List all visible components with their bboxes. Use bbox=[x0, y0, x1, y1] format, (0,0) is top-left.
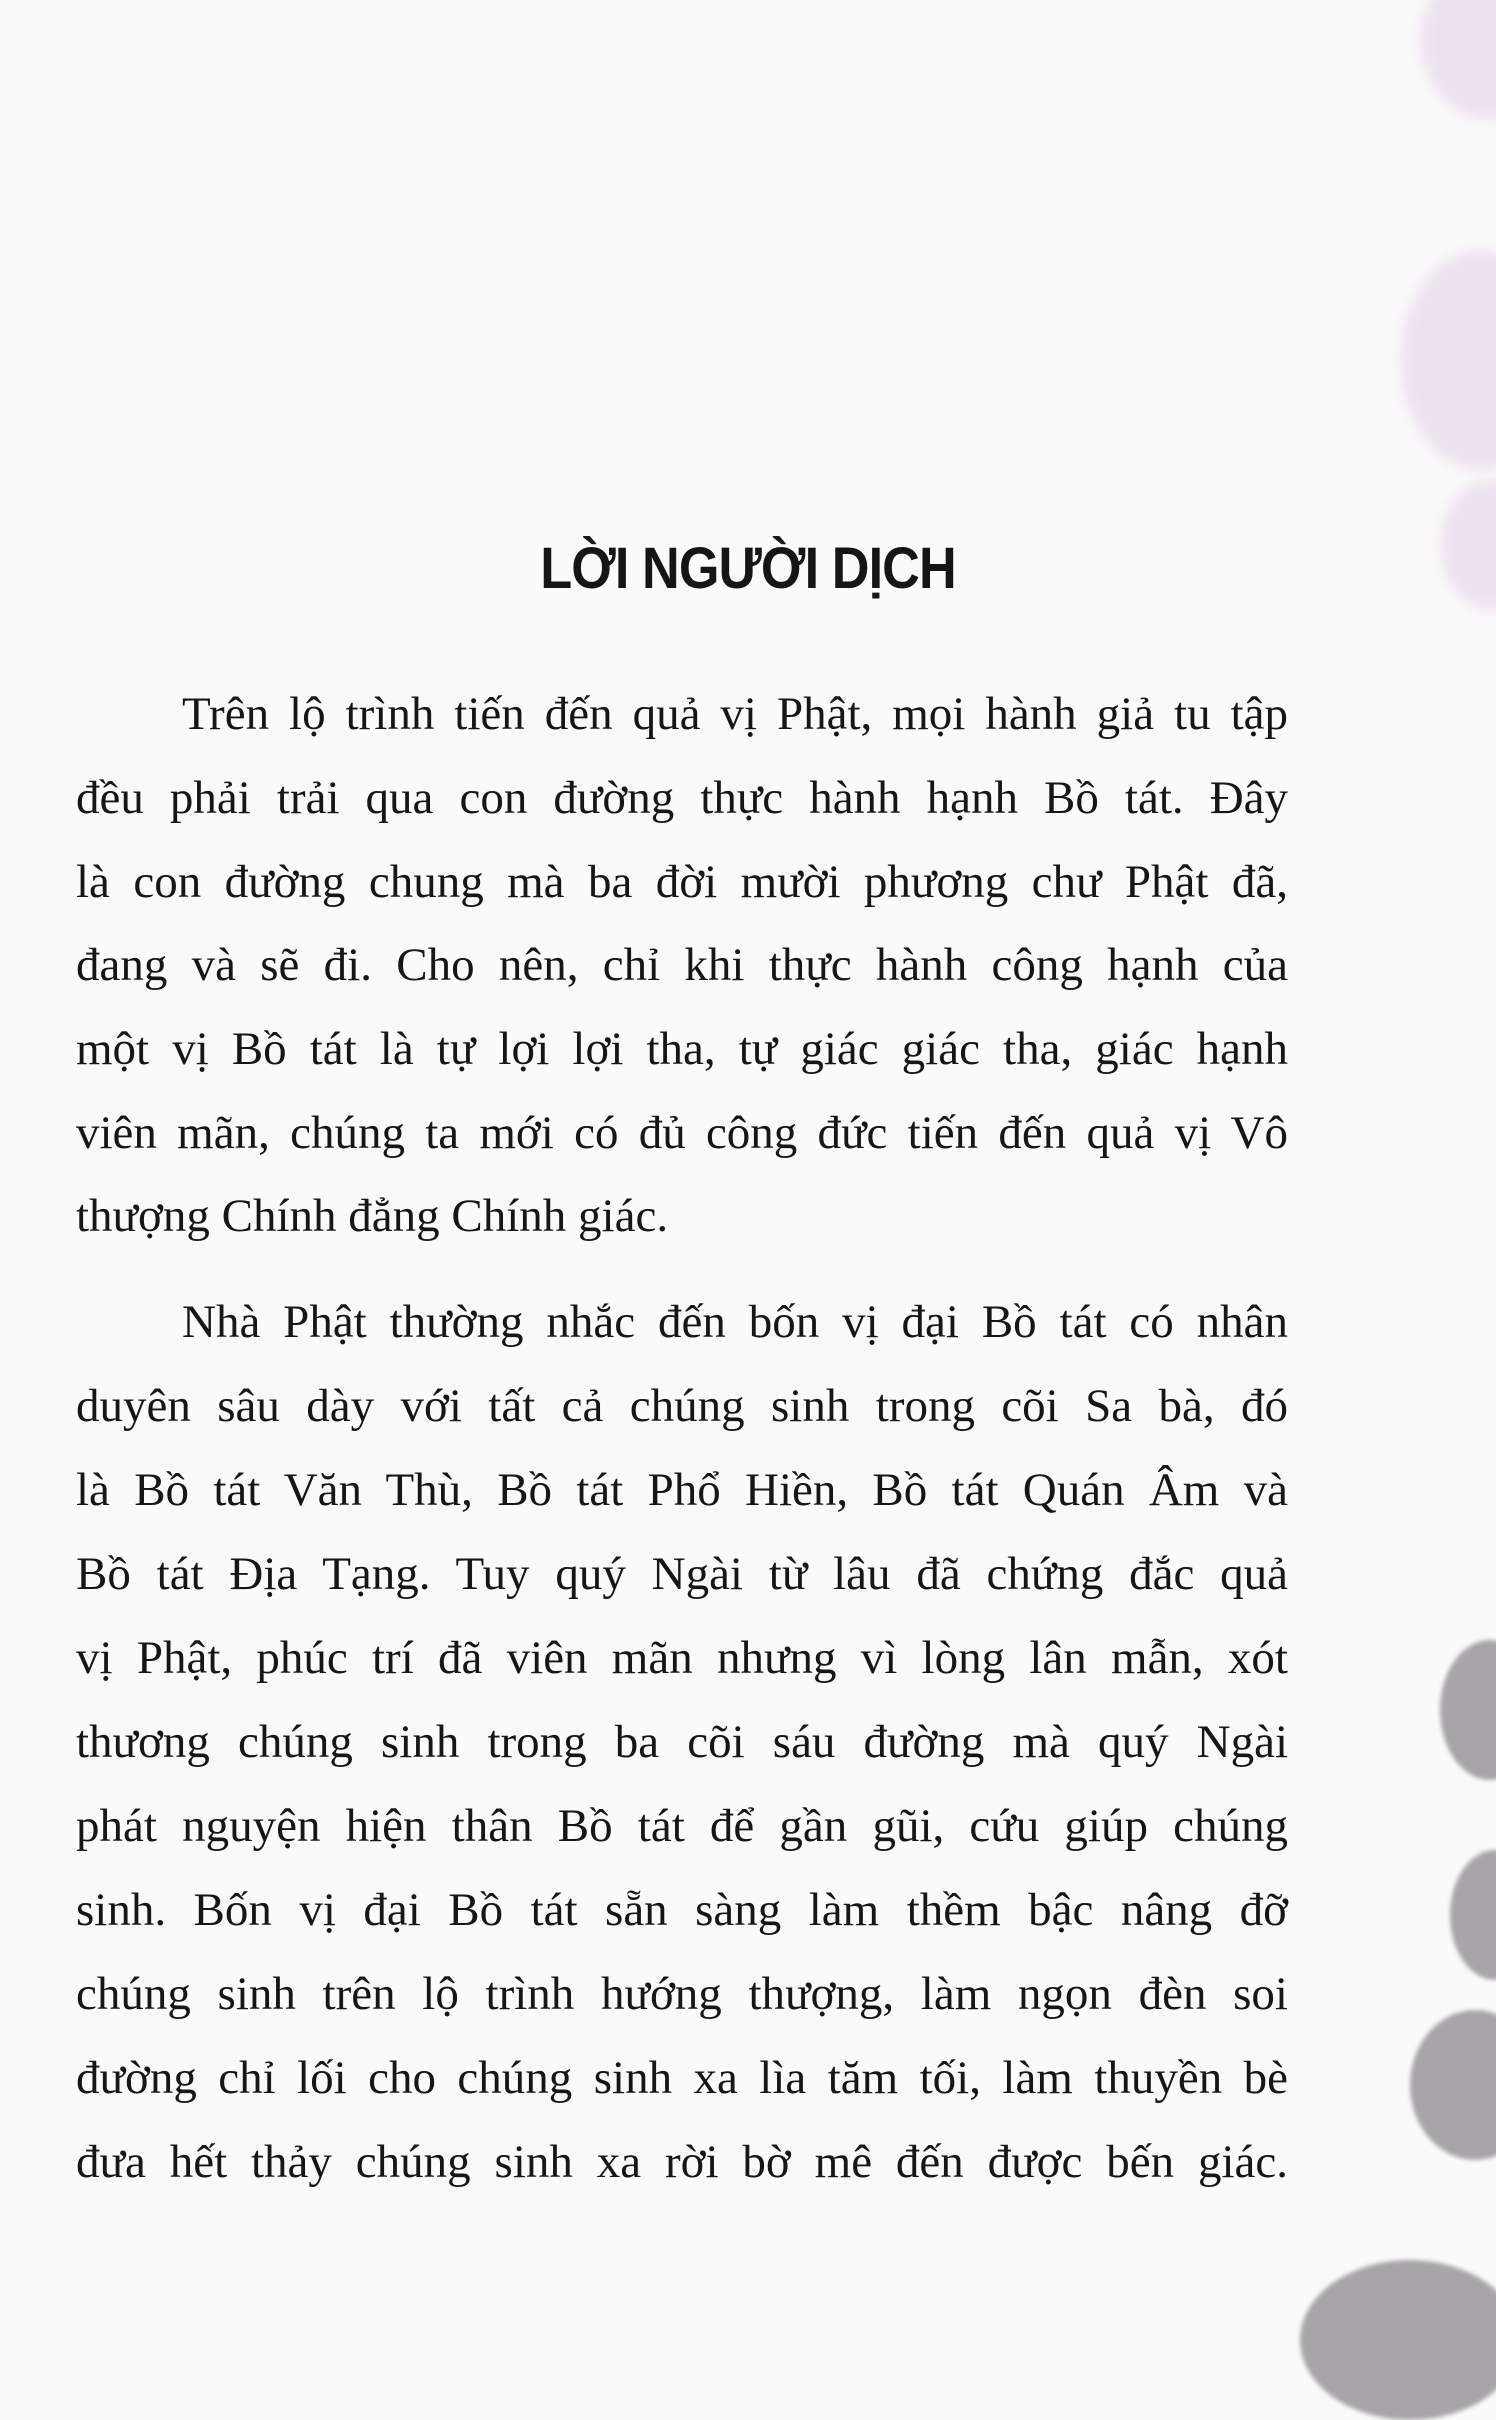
text-line: một vị Bồ tát là tự lợi lợi tha, tự giác giác tha, giác hạnh bbox=[76, 1023, 1288, 1075]
text-line: Bồ tát Địa Tạng. Tuy quý Ngài từ lâu đã chứng đắc quả bbox=[76, 1548, 1288, 1600]
text-line: là con đường chung mà ba đời mười phương chư Phật đã, bbox=[76, 856, 1288, 908]
text-line: đang và sẽ đi. Cho nên, chỉ khi thực hành công hạnh của bbox=[76, 939, 1288, 991]
text-line: phát nguyện hiện thân Bồ tát để gần gũi, cứu giúp chúng bbox=[76, 1800, 1288, 1852]
text-line: Trên lộ trình tiến đến quả vị Phật, mọi hành giả tu tập bbox=[182, 688, 1288, 740]
text-line: chúng sinh trên lộ trình hướng thượng, làm ngọn đèn soi bbox=[76, 1968, 1288, 2020]
text-line: thương chúng sinh trong ba cõi sáu đường mà quý Ngài bbox=[76, 1716, 1288, 1768]
text-line: duyên sâu dày với tất cả chúng sinh trong cõi Sa bà, đó bbox=[76, 1380, 1288, 1432]
text-line: thượng Chính đẳng Chính giác. bbox=[76, 1190, 669, 1242]
text-line: đưa hết thảy chúng sinh xa rời bờ mê đến được bến giác. bbox=[76, 2136, 1288, 2188]
text-line: đường chỉ lối cho chúng sinh xa lìa tăm tối, làm thuyền bè bbox=[76, 2052, 1288, 2104]
page-title: LỜI NGƯỜI DỊCH bbox=[540, 535, 956, 601]
text-line: đều phải trải qua con đường thực hành hạnh Bồ tát. Đây bbox=[76, 772, 1288, 824]
text-line: sinh. Bốn vị đại Bồ tát sẵn sàng làm thềm bậc nâng đỡ bbox=[76, 1884, 1288, 1936]
text-line: vị Phật, phúc trí đã viên mãn nhưng vì lòng lân mẫn, xót bbox=[76, 1632, 1288, 1684]
text-line: viên mãn, chúng ta mới có đủ công đức tiến đến quả vị Vô bbox=[76, 1107, 1288, 1159]
text-line: là Bồ tát Văn Thù, Bồ tát Phổ Hiền, Bồ tát Quán Âm và bbox=[76, 1464, 1288, 1516]
text-line: Nhà Phật thường nhắc đến bốn vị đại Bồ tát có nhân bbox=[182, 1296, 1288, 1348]
